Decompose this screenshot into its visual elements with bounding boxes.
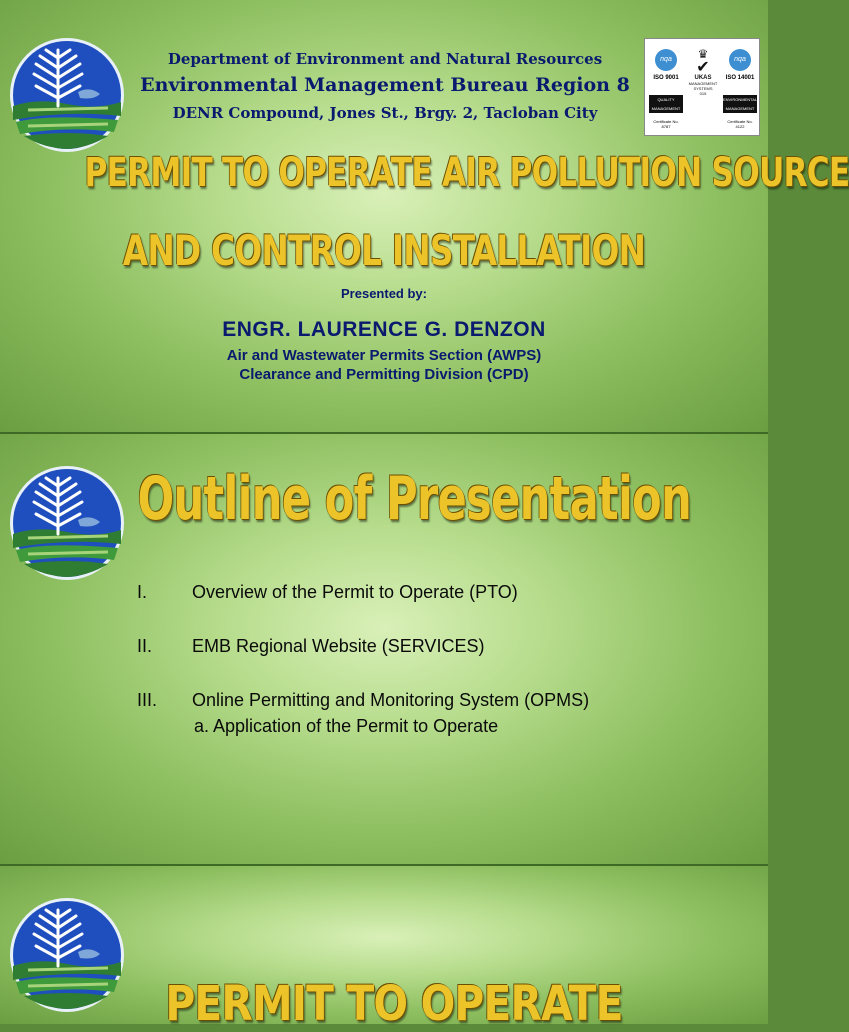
outline-item-text: Overview of the Permit to Operate (PTO) bbox=[192, 582, 518, 602]
ukas-subtitle: MANAGEMENT SYSTEMS bbox=[688, 81, 718, 91]
iso-14001-badge bbox=[723, 45, 757, 129]
outline-item bbox=[137, 690, 589, 711]
outline-item-text: Online Permitting and Monitoring System (OPMS) bbox=[192, 690, 590, 710]
certificate-number: Certificate No. 4122 bbox=[727, 119, 753, 129]
presenter-division: Clearance and Permitting Division (CPD) bbox=[239, 366, 529, 383]
denr-logo-icon bbox=[8, 464, 126, 582]
presented-by-label: Presented by: bbox=[341, 286, 427, 301]
ukas-code: 015 bbox=[699, 91, 707, 96]
pto-section-slide bbox=[0, 866, 768, 1032]
nqa-logo-icon: nqa bbox=[655, 49, 677, 71]
bureau-name: Environmental Management Bureau Region 8 bbox=[140, 74, 630, 96]
presenter-name: ENGR. LAURENCE G. DENZON bbox=[222, 318, 546, 341]
outline-item-text: EMB Regional Website (SERVICES) bbox=[192, 636, 485, 656]
outline-item bbox=[137, 636, 484, 657]
nqa-logo-icon: nqa bbox=[729, 49, 751, 71]
environmental-management-band: ENVIRONMENTAL MANAGEMENT bbox=[723, 97, 758, 111]
outline-title: Outline of Presentation bbox=[137, 464, 692, 534]
section-title: PERMIT TO OPERATE bbox=[165, 976, 623, 1032]
outline-item bbox=[137, 582, 518, 603]
iso-9001-label: ISO 9001 bbox=[653, 75, 679, 81]
crown-icon: ♛ bbox=[697, 47, 709, 61]
department-name: Department of Environment and Natural Resources bbox=[167, 50, 603, 68]
ukas-label: UKAS bbox=[694, 75, 712, 81]
certificate-number: Certificate No. 8787 bbox=[653, 119, 679, 129]
outline-item-number: III. bbox=[137, 690, 158, 710]
iso-certification-badge bbox=[644, 38, 760, 136]
title-slide bbox=[0, 0, 849, 434]
quality-management-band: QUALITY MANAGEMENT bbox=[649, 95, 683, 113]
iso-14001-label: ISO 14001 bbox=[725, 75, 755, 81]
office-address: DENR Compound, Jones St., Brgy. 2, Tacloban City bbox=[172, 104, 598, 122]
outline-slide bbox=[0, 434, 768, 866]
presenter-section: Air and Wastewater Permits Section (AWPS) bbox=[226, 347, 542, 364]
denr-logo-icon bbox=[8, 36, 126, 154]
checkmark-icon: ✔ bbox=[696, 59, 710, 76]
outline-item-number: II. bbox=[137, 636, 153, 656]
outline-sub-item: a. Application of the Permit to Operate bbox=[194, 716, 499, 736]
iso-9001-badge bbox=[649, 45, 683, 129]
slide-title-line-2: AND CONTROL INSTALLATION bbox=[122, 226, 646, 275]
outline-item-number: I. bbox=[137, 582, 148, 602]
slide-title-line-1: PERMIT TO OPERATE AIR POLLUTION SOURCE bbox=[84, 150, 849, 196]
ukas-badge bbox=[686, 45, 720, 129]
